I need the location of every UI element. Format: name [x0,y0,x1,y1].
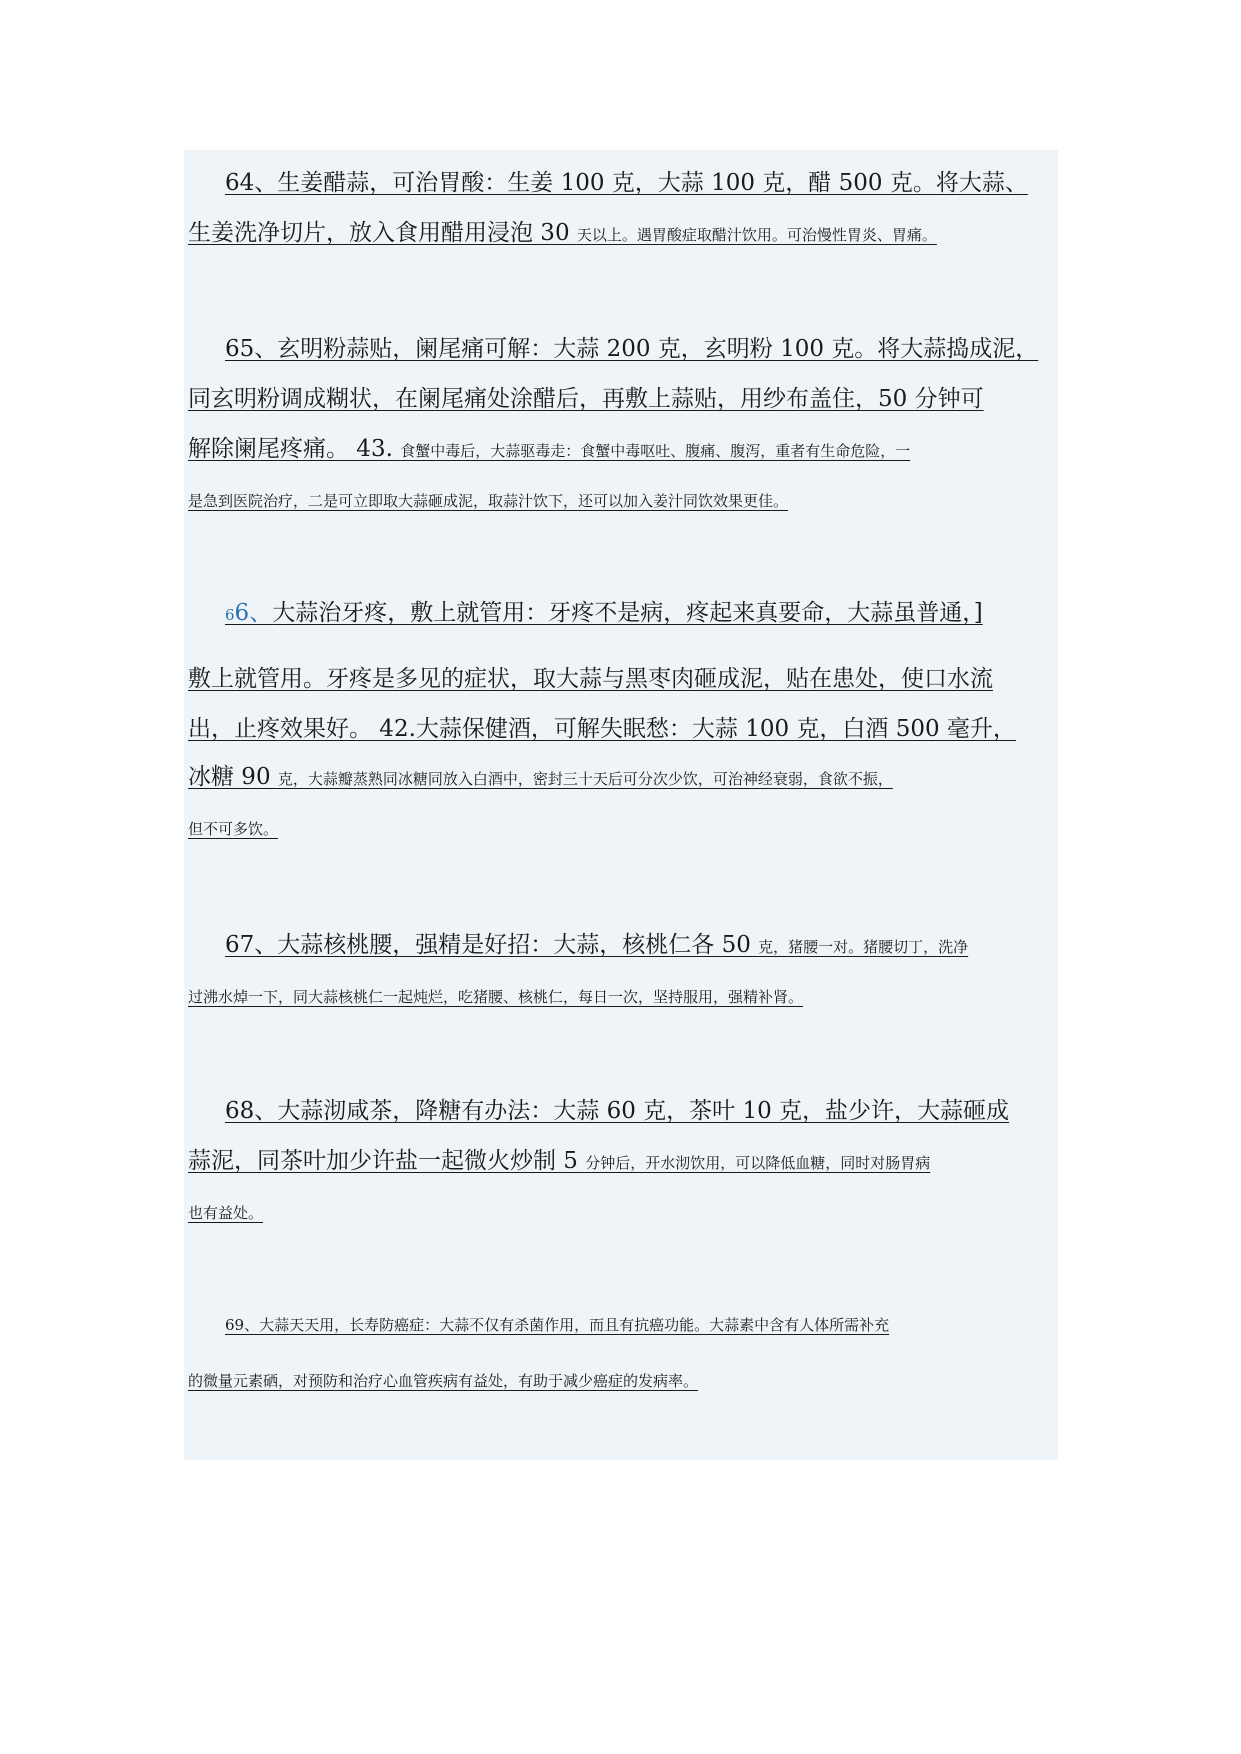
para-65-line-4: 是急到医院治疗，二是可立即取大蒜砸成泥，取蒜汁饮下，还可以加入姜汁同饮效果更佳。 [188,492,789,510]
para-68-line-2-small: 分钟后，开水沏饮用，可以降低血糖，同时对肠胃病 [585,1154,931,1172]
para-65-line-3-large: 解除阑尾疼痛。 43. [188,436,401,462]
para-64-line-2-small: 天以上。遇胃酸症取醋汁饮用。可治慢性胃炎、胃痛。 [576,226,937,244]
para-65-line-3-small: 食蟹中毒后，大蒜驱毒走：食蟹中毒呕吐、腹痛、腹泻，重者有生命危险，一 [400,442,911,460]
para-66-title: 大蒜治牙疼，敷上就管用：牙疼不是病，疼起来真要命，大蒜虽普通，] [272,600,983,626]
para-66-number-small: 6 [225,606,235,624]
para-67-line-1 [225,934,968,957]
para-66-number: 6、 [234,600,273,626]
para-68-line-2-large: 蒜泥，同茶叶加少许盐一起微火炒制 5 [188,1148,586,1174]
para-66-line-3: 出，止疼效果好。 42.大蒜保健酒，可解失眠愁：大蒜 100 克，白酒 500 毫升， [188,716,1016,742]
para-64-line-2 [188,222,937,245]
para-67-line-2: 过沸水焯一下，同大蒜核桃仁一起炖烂，吃猪腰、核桃仁，每日一次，坚持服用，强精补肾。 [188,988,804,1006]
para-66-line-5: 但不可多饮。 [188,820,279,838]
para-69-line-1: 69、大蒜天天用，长寿防癌症：大蒜不仅有杀菌作用，而且有抗癌功能。大蒜素中含有人体所需补充 [225,1316,890,1334]
para-64-line-1: 64、生姜醋蒜，可治胃酸：生姜 100 克，大蒜 100 克，醋 500 克。将大蒜、 [225,170,1028,196]
para-65-line-1: 65、玄明粉蒜贴，阑尾痛可解：大蒜 200 克，玄明粉 100 克。将大蒜捣成泥， [225,336,1039,362]
para-66-line-2: 敷上就管用。牙疼是多见的症状，取大蒜与黑枣肉砸成泥，贴在患处，使口水流 [188,666,993,692]
para-64-line-2-large: 生姜洗净切片，放入食用醋用浸泡 30 [188,220,577,246]
para-66-line-4-small: 克，大蒜瓣蒸熟同冰糖同放入白酒中，密封三十天后可分次少饮，可治神经衰弱，食欲不振， [277,770,893,788]
para-68-line-1: 68、大蒜沏咸茶，降糖有办法：大蒜 60 克，茶叶 10 克，盐少许，大蒜砸成 [225,1098,1010,1124]
para-65-line-3 [188,438,910,461]
para-68-line-3: 也有益处。 [188,1204,264,1222]
para-66-line-1 [225,602,983,625]
para-67-line-1-large: 67、大蒜核桃腰，强精是好招：大蒜，核桃仁各 50 [225,932,759,958]
para-68-line-2 [188,1150,930,1173]
para-67-line-1-small: 克，猪腰一对。猪腰切丁，洗净 [758,938,969,956]
para-69-line-2: 的微量元素硒，对预防和治疗心血管疾病有益处，有助于减少癌症的发病率。 [188,1372,699,1390]
para-66-line-4 [188,766,893,789]
para-66-line-4-large: 冰糖 90 [188,764,278,790]
para-65-line-2: 同玄明粉调成糊状，在阑尾痛处涂醋后，再敷上蒜贴，用纱布盖住，50 分钟可 [188,386,984,412]
